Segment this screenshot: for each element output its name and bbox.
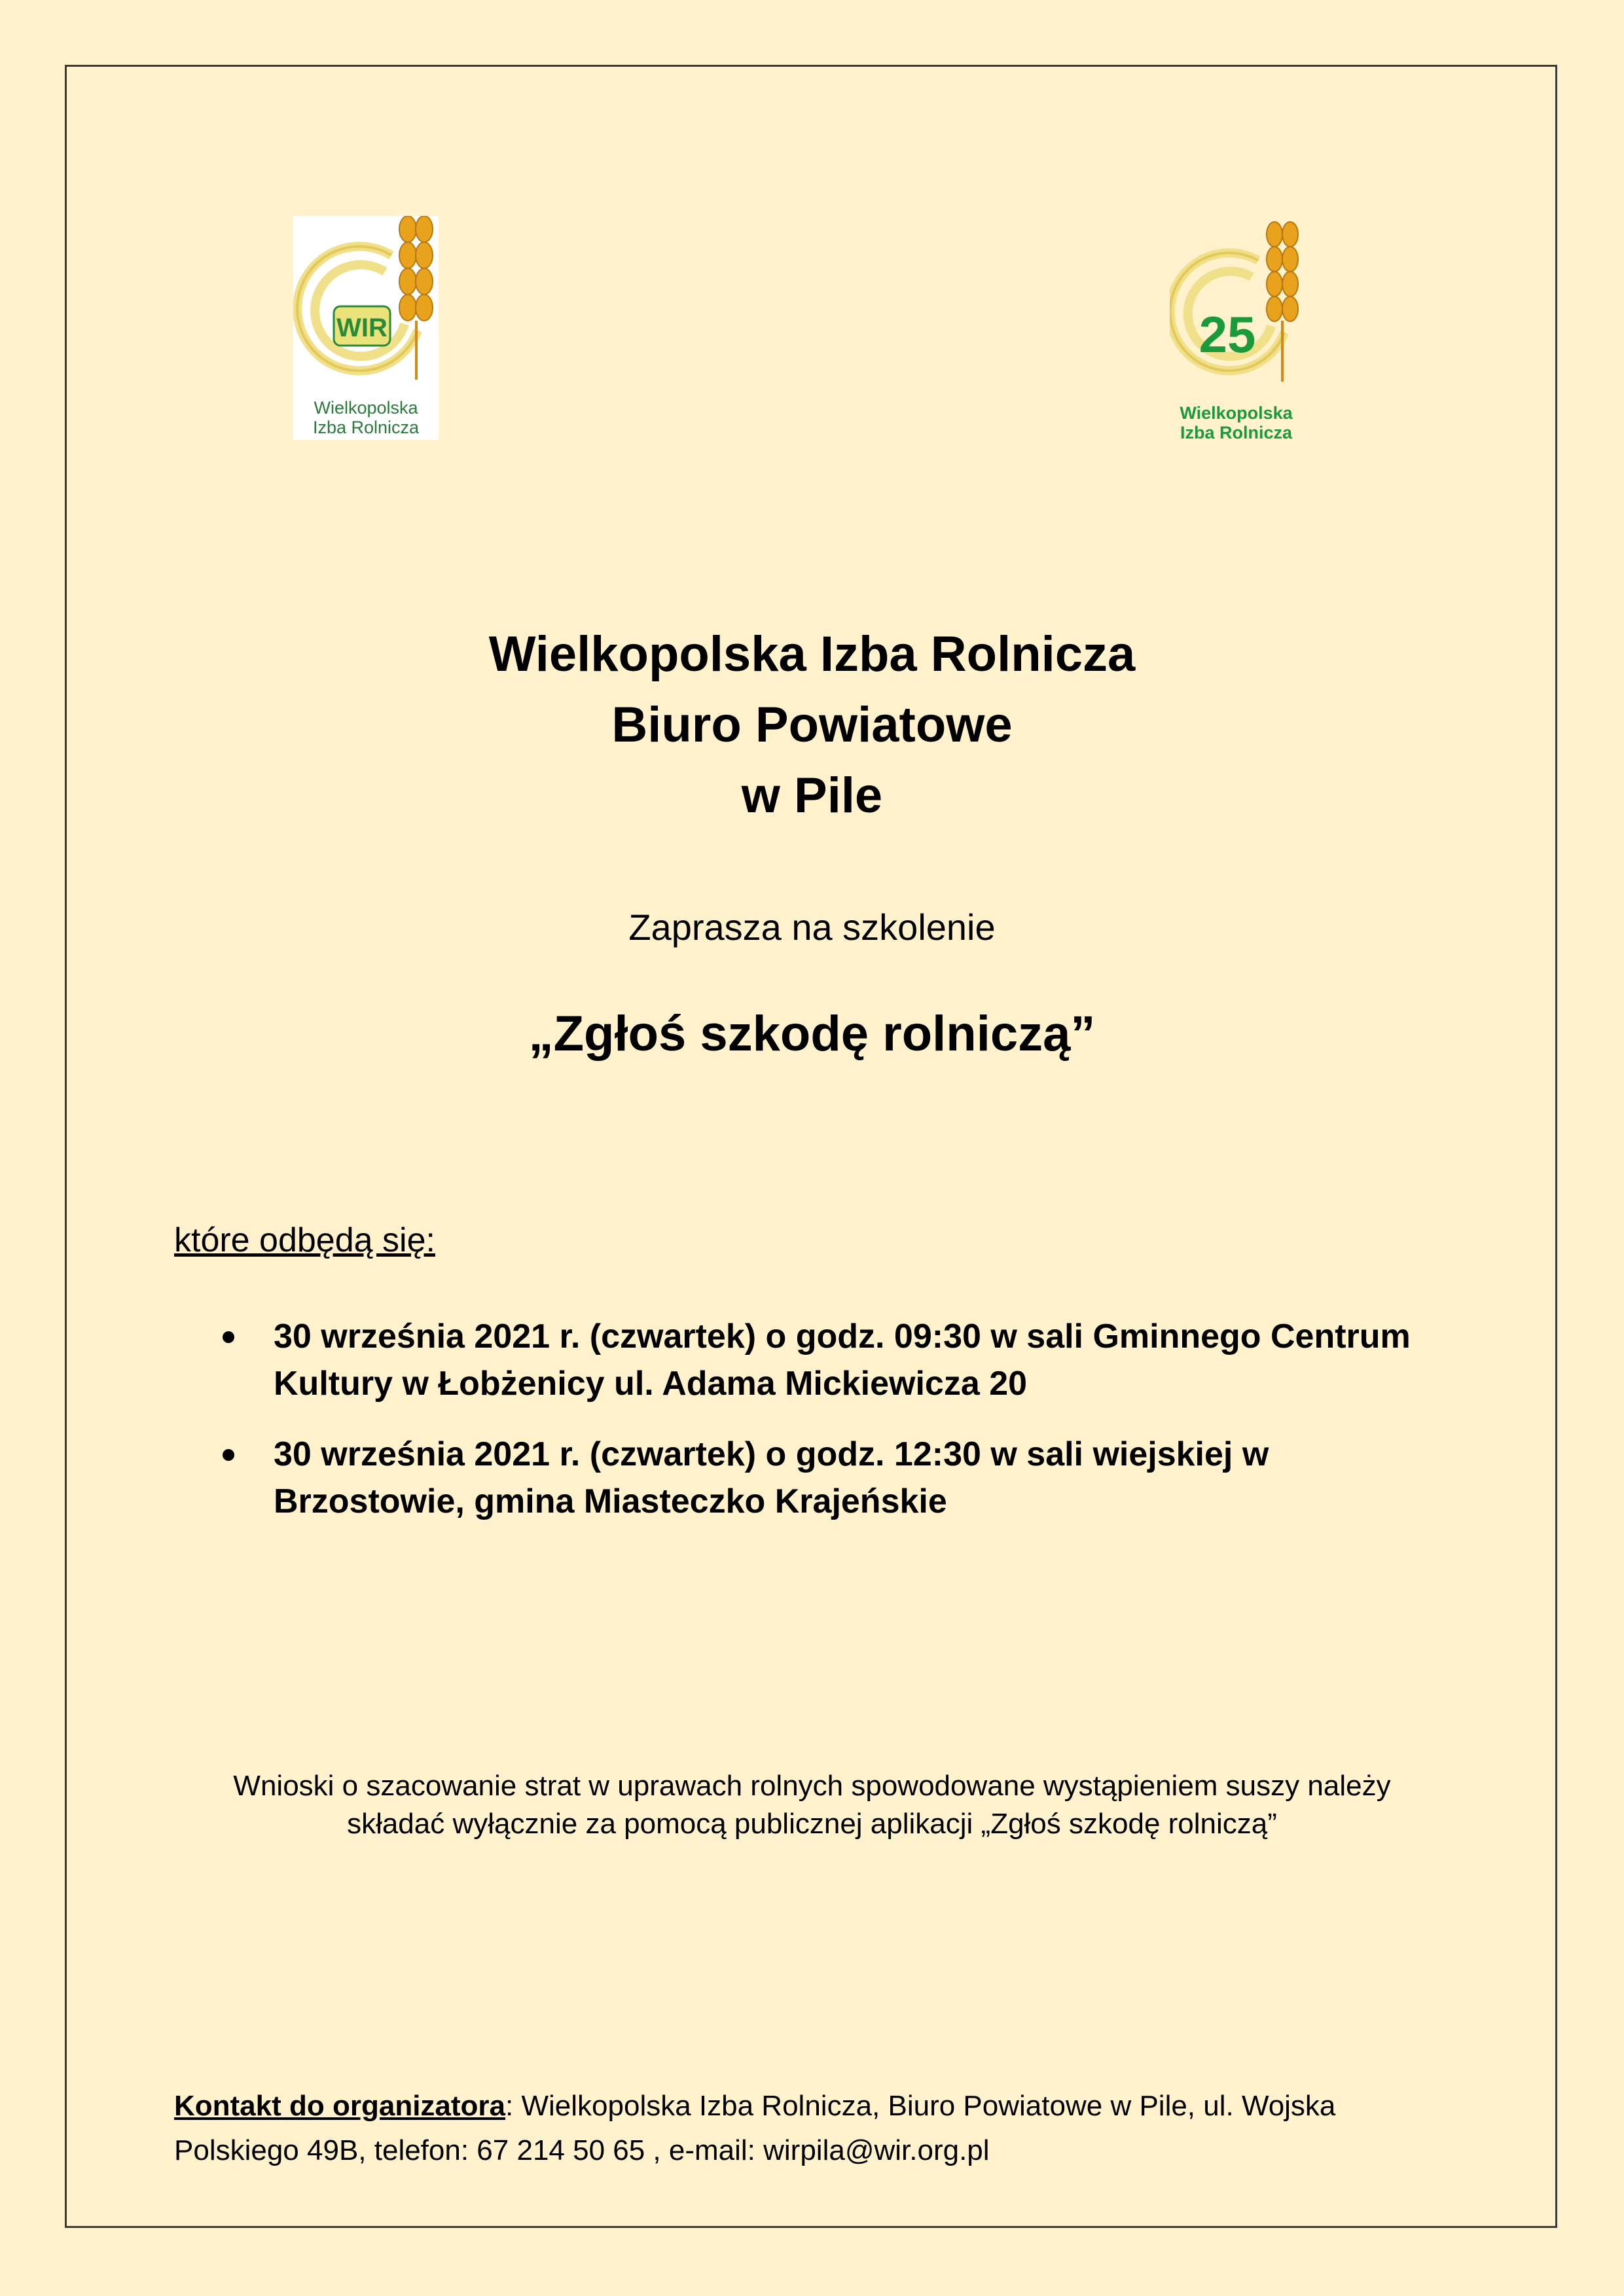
- wir-logo: [293, 216, 439, 440]
- events-list: [223, 1313, 1466, 1549]
- events-intro: które odbędą się:: [174, 1221, 435, 1259]
- event-item: 30 września 2021 r. (czwartek) o godz. 12:30 w sali wiejskiej w Brzostowie, gmina Miasteczko Krajeńskie: [223, 1431, 1466, 1525]
- organization-heading: [0, 619, 1624, 831]
- contact-info: Kontakt do organizatora: Wielkopolska Izba Rolnicza, Biuro Powiatowe w Pile, ul. Wojska Polskiego 49B, telefon: 67 214 50 65 , e-mail: wirpila@wir.org.pl: [174, 2090, 1336, 2166]
- event-item: 30 września 2021 r. (czwartek) o godz. 09:30 w sali Gminnego Centrum Kultury w Łobżenicy ul. Adama Mickiewicza 20: [223, 1313, 1466, 1407]
- bullet-icon: [223, 1449, 234, 1461]
- svg-text:WIR: WIR: [336, 314, 388, 342]
- wir-25-emblem-icon: [1170, 221, 1303, 398]
- bullet-icon: [223, 1331, 234, 1343]
- wir-25-logo: [1170, 221, 1303, 442]
- invite-text: Zaprasza na szkolenie: [628, 906, 996, 948]
- wir-25-logo-caption: Wielkopolska Izba Rolnicza: [1180, 403, 1293, 442]
- wir-logo-caption: Wielkopolska Izba Rolnicza: [312, 398, 420, 437]
- svg-text:25: 25: [1199, 306, 1256, 363]
- page-border: [65, 65, 1557, 2228]
- notice-text: Wnioski o szacowanie strat w uprawach rolnych spowodowane wystąpieniem suszy należy składać wyłącznie za pomocą publicznej aplikacji „Zgłoś szkodę rolniczą”: [233, 1770, 1391, 1840]
- heading-line-2: Biuro Powiatowe: [611, 697, 1013, 753]
- wir-emblem-icon: [293, 216, 439, 393]
- training-title: „Zgłoś szkodę rolniczą”: [528, 1006, 1096, 1062]
- heading-line-1: Wielkopolska Izba Rolnicza: [488, 626, 1136, 682]
- contact-label: Kontakt do organizatora: [174, 2090, 506, 2122]
- heading-line-3: w Pile: [741, 768, 883, 823]
